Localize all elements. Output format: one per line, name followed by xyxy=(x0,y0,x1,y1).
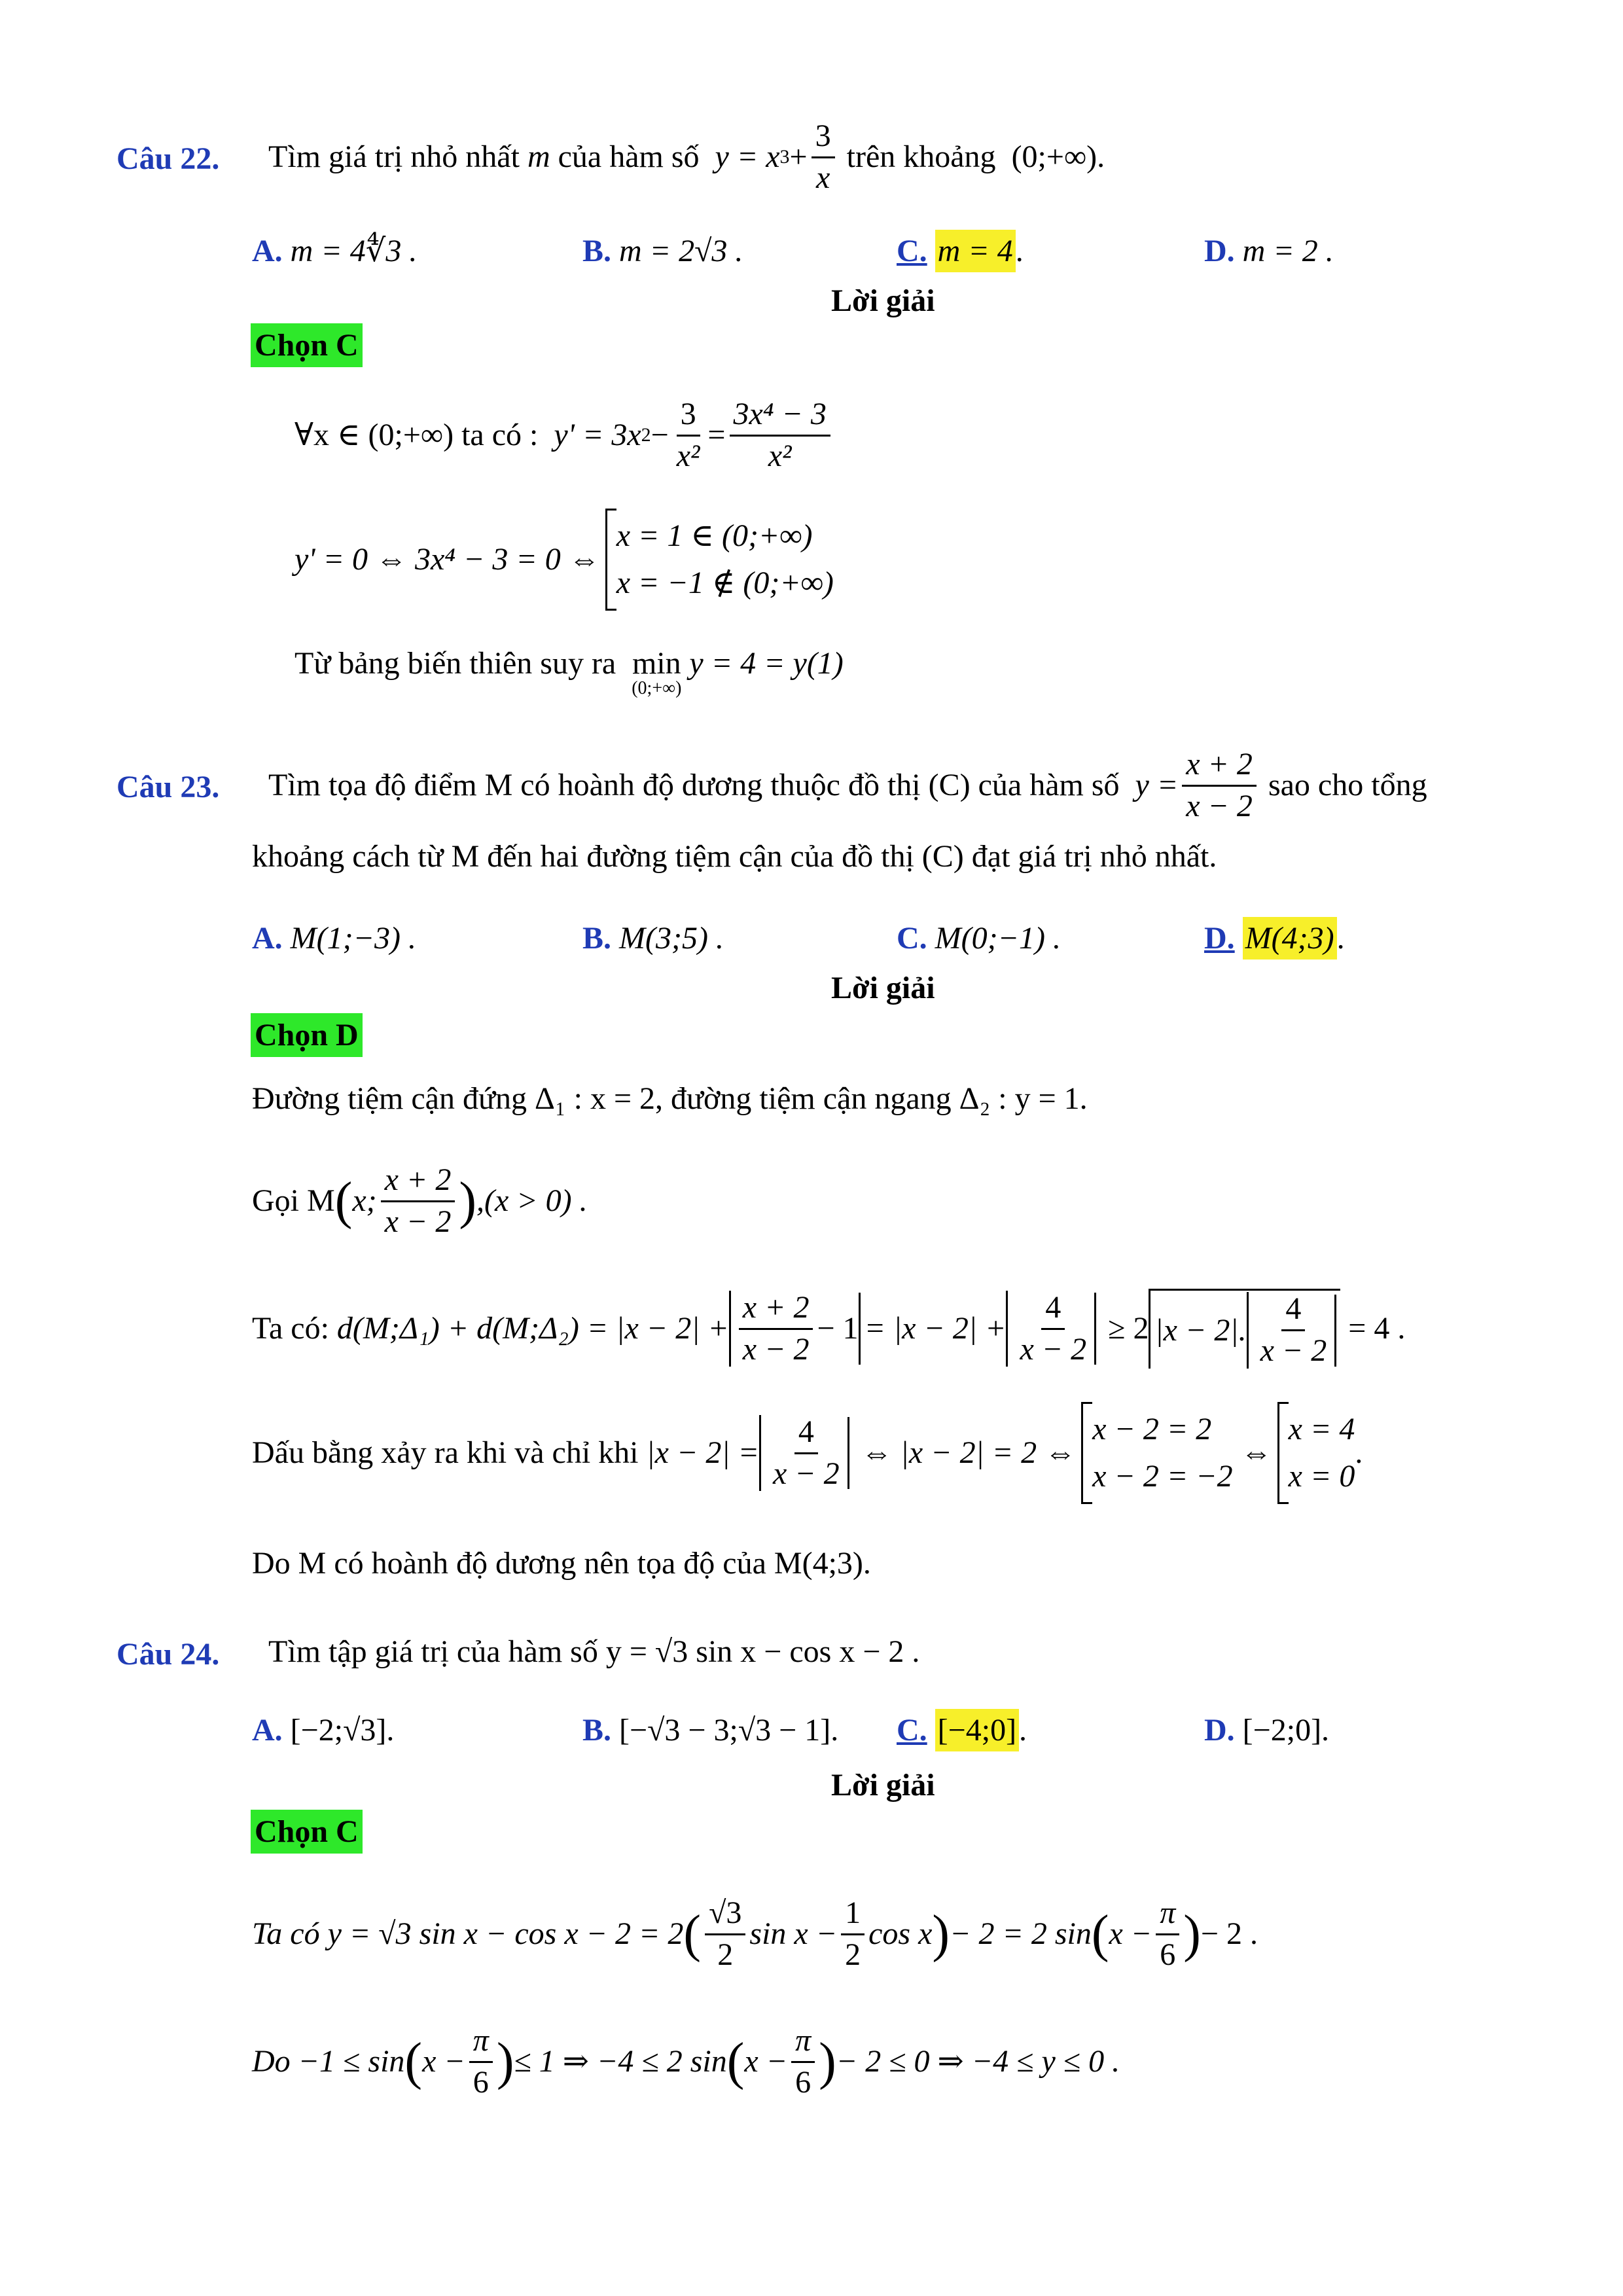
option-a[interactable]: A. [−2;√3]. xyxy=(252,1713,395,1748)
option-d[interactable]: D. [−2;0]. xyxy=(1204,1713,1330,1748)
option-c-correct[interactable]: C. m = 4. xyxy=(897,236,1024,267)
option-a[interactable]: A. m = 4∜3 . xyxy=(252,234,418,268)
solution-title: Lời giải xyxy=(831,1768,935,1803)
question-23-stem: Tìm tọa độ điểm M có hoành độ dương thuộc đồ thị (C) của hàm số y = $\frac{x + 2}{x - 2}$ sao cho tổng xyxy=(268,746,1427,823)
option-d[interactable]: D. m = 2 . xyxy=(1204,234,1334,268)
solution-24-line-1: Ta có y = √3 sin x − cos x − 2 = 2 ( $\frac{√3}{2}$ sin x − $\frac{1}{2}$ cos x ) − 2 = 2 sin ( x − $\frac{\pi}{6}$ ) − 2 . xyxy=(252,1895,1258,1972)
question-24-label: Câu 24. xyxy=(116,1637,220,1672)
solution-23-line-4: Dấu bằng xảy ra khi và chỉ khi |x − 2| = $\frac{4}{x - 2}$ ⇔ |x − 2| = 2 ⇔ x − 2 = 2 x − 2 = −2 ⇔ x = 4 x = 0 . xyxy=(252,1397,1363,1509)
stem-var: m xyxy=(527,139,550,174)
solution-23-line-2: Gọi M ( x; $\frac{x + 2}{x - 2}$ ) ,(x > 0) . xyxy=(252,1162,588,1239)
chosen-answer: Chọn C xyxy=(251,1810,363,1854)
stem-text: trên khoảng xyxy=(846,139,996,174)
option-b[interactable]: B. m = 2√3 . xyxy=(582,234,743,268)
solution-22-line-1: ∀x ∈ (0;+∞) ta có : y' = 3x 2 − $\frac{3}{\text{x²}}$ = $\frac{\text{3x⁴ − 3}}{\text{x²}}$ xyxy=(294,396,834,475)
func-lhs: y = x xyxy=(715,139,780,174)
solution-title: Lời giải xyxy=(831,971,935,1005)
question-22-label: Câu 22. xyxy=(116,141,220,176)
option-d-correct[interactable]: D. M(4;3). xyxy=(1204,923,1345,954)
question-24-stem: Tìm tập giá trị của hàm số y = √3 sin x − cos x − 2 . xyxy=(268,1634,920,1669)
func-exp: 3 xyxy=(779,146,790,168)
solution-23-line-5: Do M có hoành độ dương nên tọa độ của M(4;3). xyxy=(252,1546,871,1581)
func-plus: + xyxy=(789,139,808,174)
option-a[interactable]: A. M(1;−3) . xyxy=(252,921,416,956)
solution-title: Lời giải xyxy=(831,283,935,318)
question-22-stem xyxy=(268,118,1105,195)
solution-23-line-1: Đường tiệm cận đứng Δ₁ : x = 2, đường tiệm cận ngang Δ₂ : y = 1. xyxy=(252,1081,1088,1116)
chosen-answer: Chọn C xyxy=(251,323,363,367)
option-b[interactable]: B. [−√3 − 3;√3 − 1]. xyxy=(582,1713,839,1748)
option-c-correct[interactable]: C. [−4;0]. xyxy=(897,1715,1027,1746)
question-23-label: Câu 23. xyxy=(116,770,220,804)
question-23-stem-line-2: khoảng cách từ M đến hai đường tiệm cận của đồ thị (C) đạt giá trị nhỏ nhất. xyxy=(252,839,1217,874)
func-fraction: $\frac{3}{x}$ xyxy=(812,119,835,196)
chosen-answer: Chọn D xyxy=(251,1013,363,1057)
option-b[interactable]: B. M(3;5) . xyxy=(582,921,724,956)
solution-22-line-2: y' = 0 ⇔ 3x⁴ − 3 = 0 ⇔ x = 1 ∈ (0;+∞) x = −1 ∉ (0;+∞) xyxy=(294,504,834,615)
solution-24-line-2: Do −1 ≤ sin ( x − $\frac{\pi}{6}$ ) ≤ 1 ⇒ −4 ≤ 2 sin ( x − $\frac{\pi}{6}$ ) − 2 ≤ 0 ⇒ −4 ≤ y ≤ 0 . xyxy=(252,2022,1120,2100)
interval: (0;+∞). xyxy=(1011,139,1105,174)
solution-22-line-3: Từ bảng biến thiên suy ra min (0;+∞) y = 4 = y(1) xyxy=(294,646,844,698)
solution-23-line-3: Ta có: d(M;Δ₁) + d(M;Δ₂) = |x − 2| + $\frac{x + 2}{x - 2}$ − 1 = |x − 2| + $\frac{4}{x - 2}$ ≥ 2 |x − 2|. $\frac{4}{x - 2}$ = 4 . xyxy=(252,1289,1406,1368)
stem-text: Tìm giá trị nhỏ nhất xyxy=(268,139,520,174)
stem-text: của hàm số xyxy=(558,139,700,174)
option-c[interactable]: C. M(0;−1) . xyxy=(897,921,1061,956)
